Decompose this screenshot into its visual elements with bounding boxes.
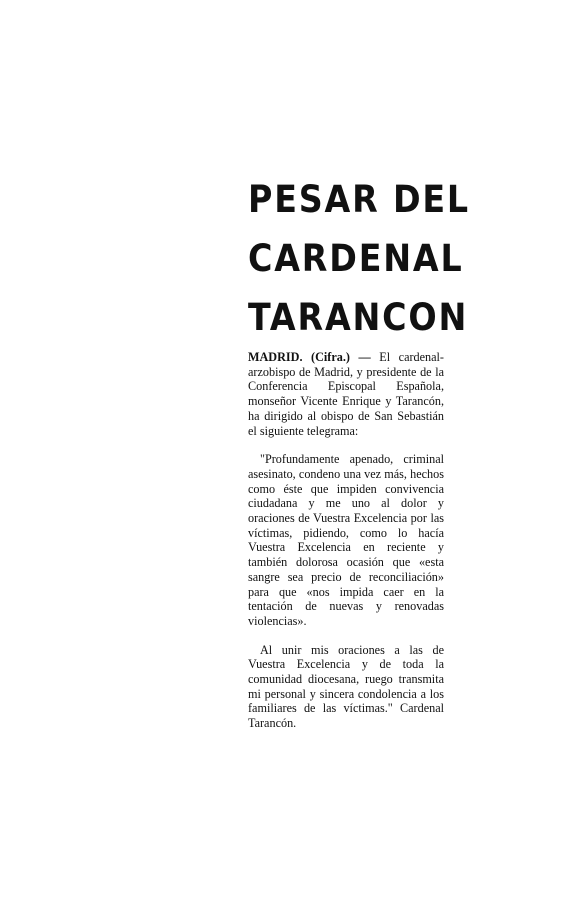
headline-line: TARANCON [248,296,469,339]
closing-paragraph: Al unir mis oraciones a las de Vuestra Excelencia y de toda la comunidad diocesana, ruego transmita mi personal y sincera condolencia a los familiares de las víctimas." Cardenal Tarancón. [248,642,444,731]
headline-line: PESAR DEL [248,178,470,221]
newspaper-clipping [248,170,470,731]
dateline: MADRID. (Cifra.) — [248,350,371,364]
lead-text: El cardenal-arzobispo de Madrid, y presidente de la Conferencia Episcopal Española, monseñor Vicente Enrique y Tarancón, ha dirigido al obispo de San Sebastián el siguiente telegrama: [248,350,444,438]
headline-line: CARDENAL [248,237,464,280]
lead-paragraph [248,350,444,438]
headline [248,170,470,347]
telegram-quote-paragraph: "Profundamente apenado, criminal asesinato, condeno una vez más, hechos como éste que impiden convivencia ciudadana y me uno al dolor y oraciones de Vuestra Excelencia por las víctimas, pidiendo, como lo hacía Vuestra Excelencia en reciente y también dolorosa ocasión que «esta sangre sea precio de reconciliación» para que «nos impida caer en la tentación de nuevas y renovadas violencias». [248,452,444,628]
article-body [248,350,444,731]
